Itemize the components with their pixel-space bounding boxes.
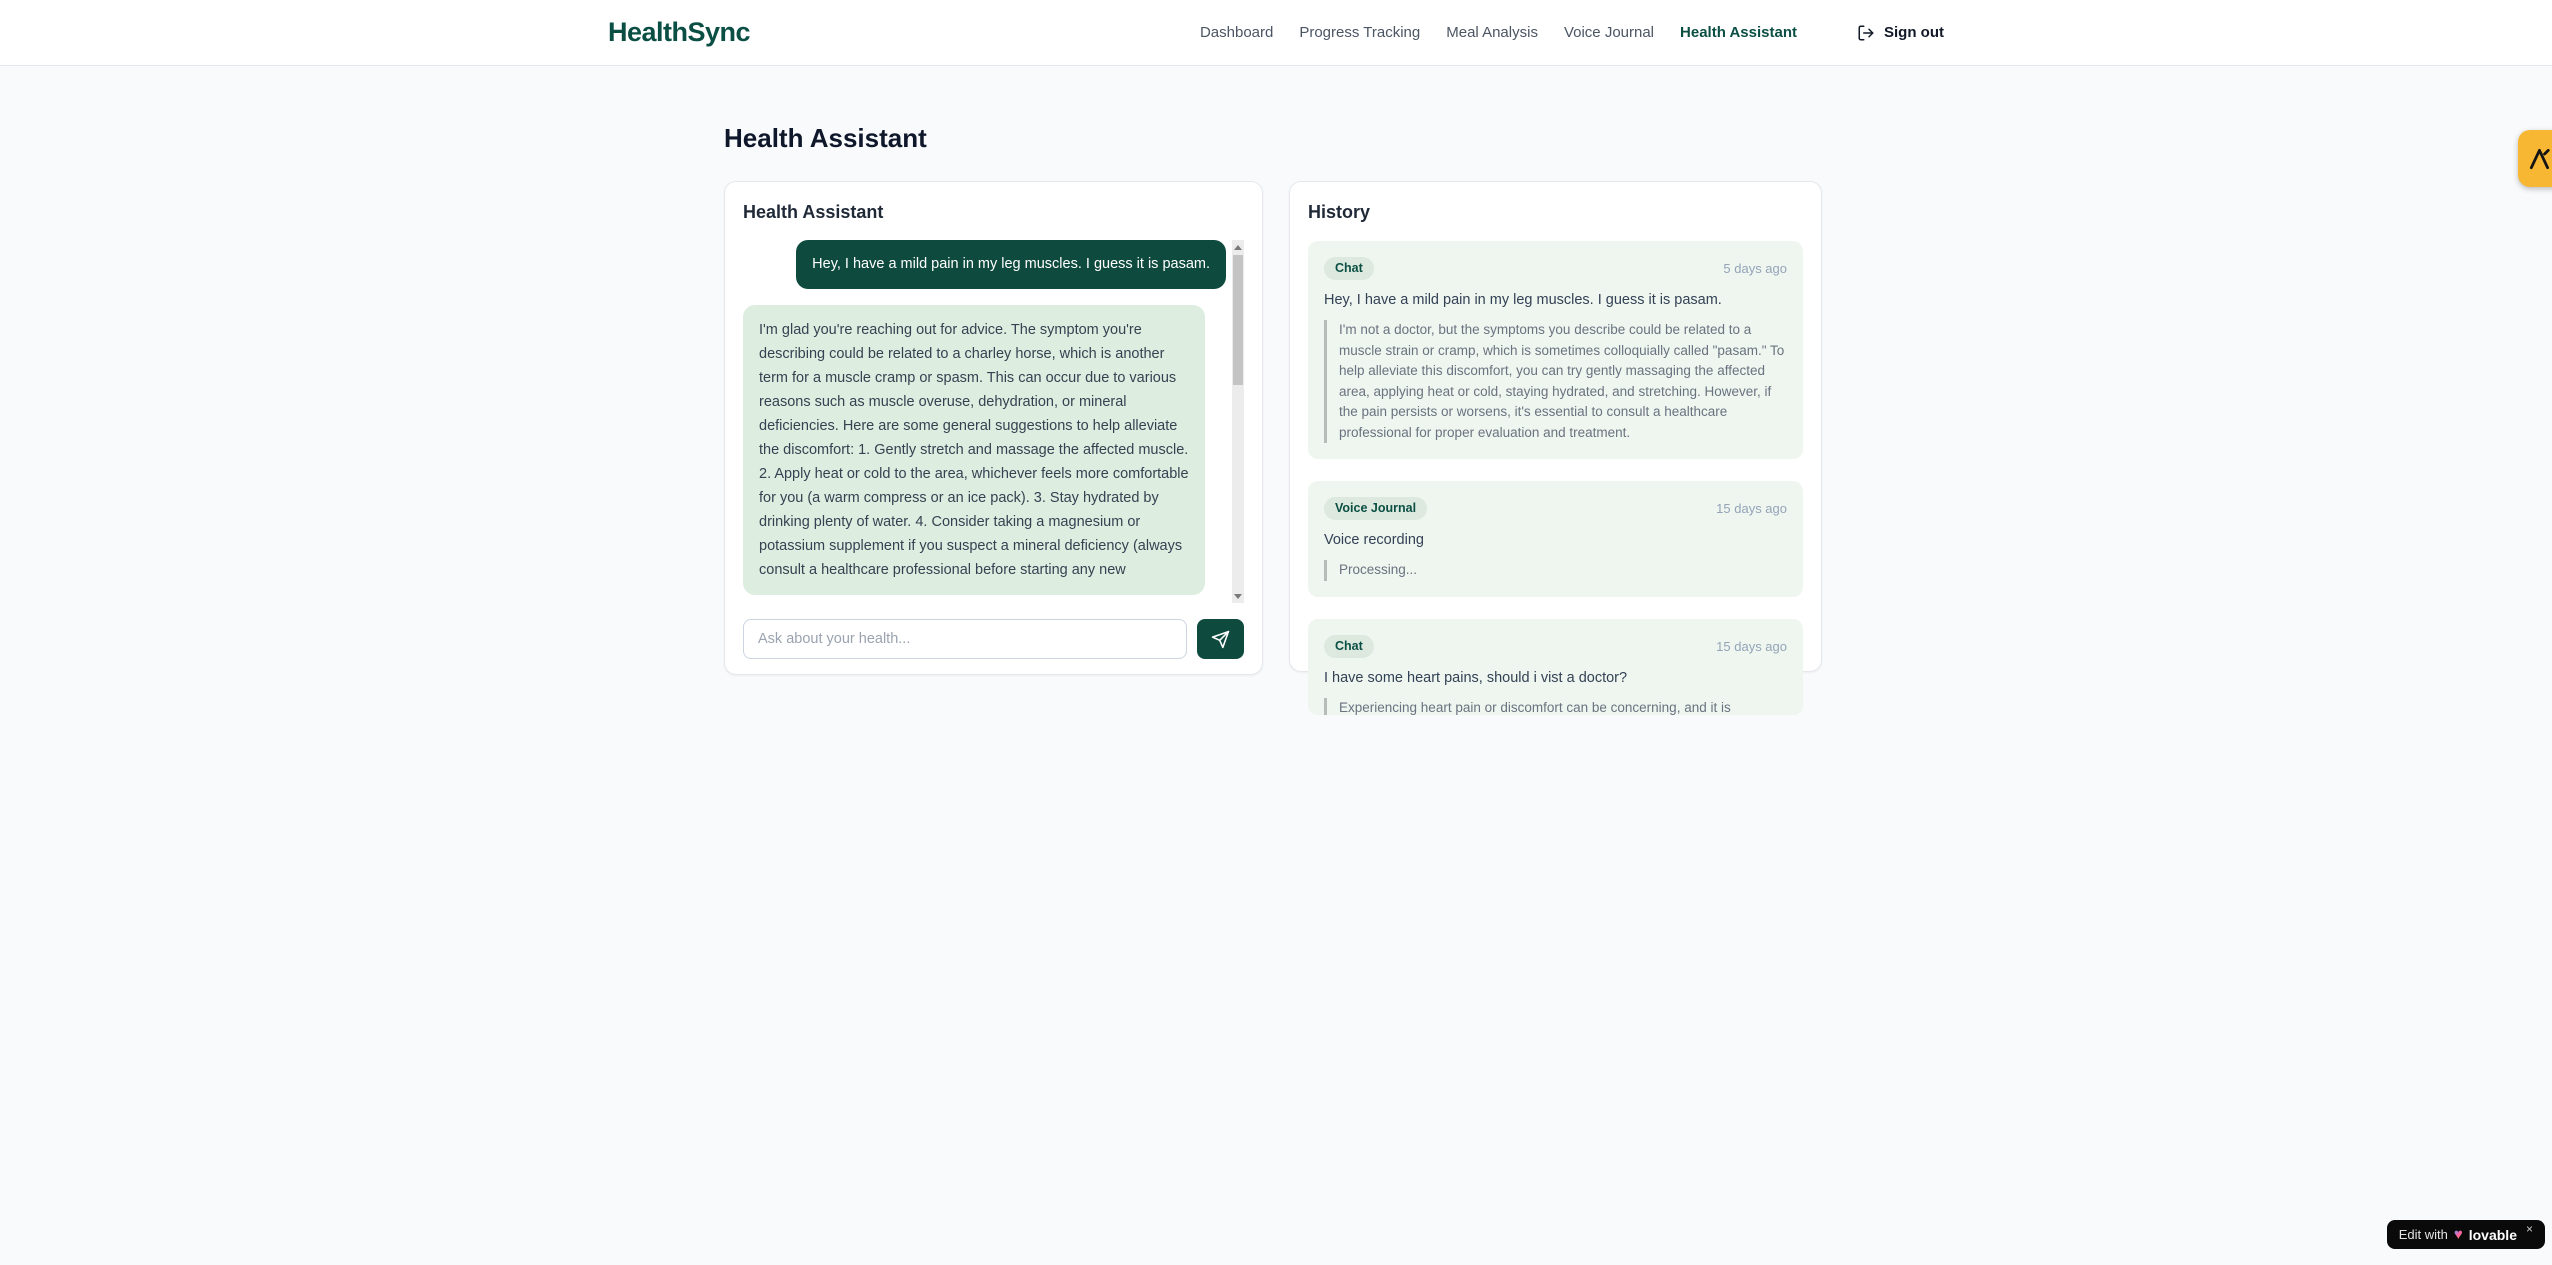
lovable-brand-label: lovable bbox=[2468, 1226, 2517, 1243]
entry-type-badge: Chat bbox=[1324, 257, 1374, 280]
top-nav-bar bbox=[0, 0, 2552, 66]
entry-type-badge: Chat bbox=[1324, 635, 1374, 658]
paper-plane-icon bbox=[1211, 630, 1230, 649]
assistant-message-bubble: I'm glad you're reaching out for advice. The symptom you're describing could be related to a charley horse, which is another term for a muscle cramp or spasm. This can occur due to various reasons such as muscle overuse, dehydration, or mineral deficiencies. Here are some general suggestions to help alleviate the discomfort: 1. Gently stretch and massage the affected muscle. 2. Apply heat or cold to the area, whichever feels more comfortable for you (a warm compress or an ice pack). 3. Stay hydrated by drinking plenty of water. 4. Consider taking a magnesium or potassium supplement if you suspect a mineral deficiency (always consult a healthcare professional before starting any new bbox=[743, 305, 1205, 595]
page-title: Health Assistant bbox=[724, 123, 927, 153]
app-logo[interactable]: HealthSync bbox=[608, 17, 751, 47]
scroll-down-arrow-icon[interactable] bbox=[1232, 589, 1244, 603]
scrollbar-thumb[interactable] bbox=[1233, 255, 1243, 385]
user-message-bubble: Hey, I have a mild pain in my leg muscles. I guess it is pasam. bbox=[796, 240, 1226, 289]
close-icon[interactable]: × bbox=[2525, 1221, 2533, 1236]
entry-timestamp: 15 days ago bbox=[1716, 638, 1787, 654]
side-widget-button[interactable] bbox=[2518, 130, 2552, 187]
chat-card bbox=[724, 181, 1263, 675]
history-entry[interactable] bbox=[1308, 619, 1803, 715]
entry-message: Hey, I have a mild pain in my leg muscles. I guess it is pasam. bbox=[1324, 292, 1722, 308]
edit-with-lovable-badge[interactable] bbox=[2387, 1220, 2545, 1249]
nav-item-dashboard[interactable]: Dashboard bbox=[1199, 24, 1274, 41]
chat-card-title: Health Assistant bbox=[743, 202, 884, 222]
chat-message-area bbox=[743, 240, 1244, 603]
main-content bbox=[724, 66, 1828, 715]
sign-out-label: Sign out bbox=[1884, 24, 1944, 41]
history-card-title: History bbox=[1308, 202, 1371, 222]
sign-out-button[interactable] bbox=[1857, 24, 1944, 42]
nav-item-progress-tracking[interactable]: Progress Tracking bbox=[1299, 24, 1421, 41]
entry-type-badge: Voice Journal bbox=[1324, 497, 1427, 520]
nav-item-meal-analysis[interactable]: Meal Analysis bbox=[1446, 24, 1538, 41]
history-entry[interactable] bbox=[1308, 481, 1803, 597]
entry-message: Voice recording bbox=[1324, 532, 1424, 548]
log-out-icon bbox=[1857, 24, 1875, 42]
entry-timestamp: 15 days ago bbox=[1716, 501, 1787, 516]
lovable-badge-prefix: Edit with bbox=[2398, 1227, 2448, 1242]
entry-timestamp: 5 days ago bbox=[1723, 261, 1787, 276]
nav-item-health-assistant[interactable]: Health Assistant bbox=[1680, 24, 1797, 41]
entry-response-quote: Processing... bbox=[1324, 560, 1787, 581]
entry-response-quote: I'm not a doctor, but the symptoms you describe could be related to a muscle strain or cramp, which is sometimes colloquially called "pasam." To help alleviate this discomfort, you can try gently massaging the affected area, applying heat or cold, staying hydrated, and stretching. However, if the pain persists or worsens, it's essential to consult a healthcare professional for proper evaluation and treatment. bbox=[1324, 320, 1787, 443]
scroll-up-arrow-icon[interactable] bbox=[1232, 240, 1244, 254]
entry-response-quote: Experiencing heart pain or discomfort can be concerning, and it is bbox=[1324, 698, 1787, 715]
lovable-widget-icon bbox=[2527, 146, 2552, 172]
entry-message: I have some heart pains, should i vist a doctor? bbox=[1324, 669, 1628, 686]
main-nav bbox=[1200, 24, 1944, 42]
heart-icon: ♥ bbox=[2453, 1226, 2463, 1243]
send-button[interactable] bbox=[1197, 619, 1244, 659]
chat-scrollbar[interactable] bbox=[1232, 240, 1244, 603]
nav-item-voice-journal[interactable]: Voice Journal bbox=[1563, 24, 1655, 41]
history-card bbox=[1289, 181, 1822, 715]
history-entry[interactable] bbox=[1308, 241, 1803, 459]
chat-input[interactable] bbox=[743, 619, 1187, 659]
